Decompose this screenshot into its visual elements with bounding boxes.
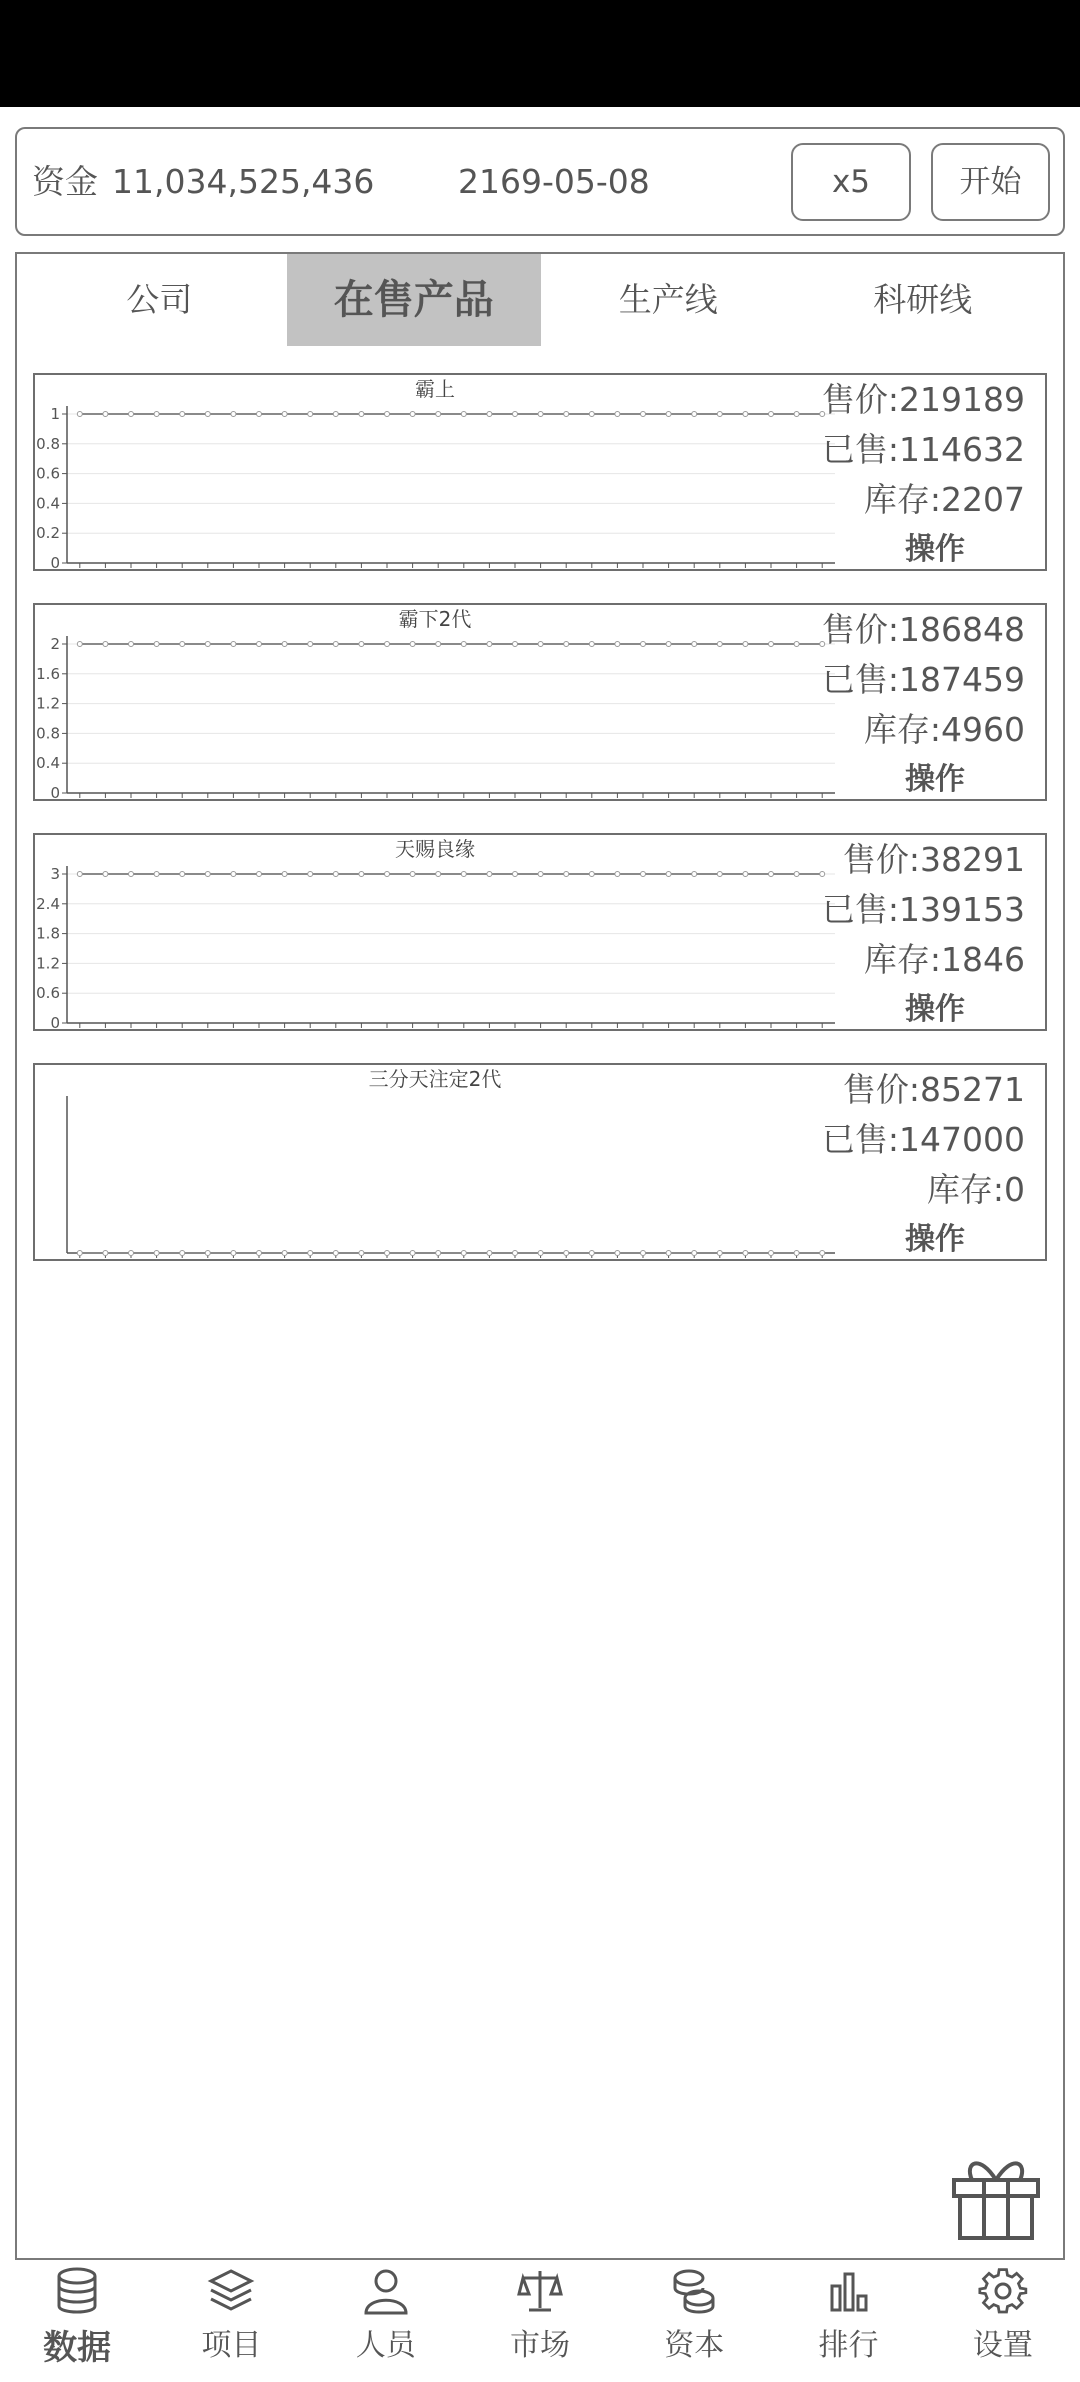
product-action-button[interactable]: 操作 — [905, 992, 965, 1027]
chart-point — [641, 412, 646, 417]
chart-point — [205, 412, 210, 417]
nav-label: 排行 — [818, 2328, 879, 2363]
chart-point — [129, 1251, 134, 1256]
chart-y-tick-label: 0 — [50, 554, 60, 569]
product-sold: 已售:187459 — [821, 660, 1025, 699]
nav-item-capital[interactable] — [617, 2262, 771, 2382]
nav-label: 设置 — [972, 2328, 1033, 2363]
chart-point — [692, 872, 697, 877]
funds-display — [32, 129, 374, 234]
product-chart — [35, 1065, 855, 1259]
chart-y-tick-label: 0.4 — [36, 754, 60, 773]
tab-research-lines[interactable]: 科研线 — [873, 280, 973, 319]
chart-point — [666, 642, 671, 647]
nav-item-staff[interactable] — [309, 2262, 463, 2382]
nav-label: 市场 — [509, 2328, 570, 2363]
chart-title: 三分天注定2代 — [368, 1067, 502, 1091]
chart-y-tick-label: 1.2 — [36, 954, 60, 973]
product-chart — [35, 835, 855, 1029]
chart-point — [231, 412, 236, 417]
chart-point — [180, 1251, 185, 1256]
chart-point — [461, 412, 466, 417]
chart-point — [77, 412, 82, 417]
chart-y-tick-label: 0 — [50, 1014, 60, 1029]
chart-point — [333, 642, 338, 647]
chart-point — [282, 1251, 287, 1256]
product-info — [805, 375, 1025, 575]
chart-point — [769, 642, 774, 647]
chart-point — [743, 1251, 748, 1256]
chart-point — [359, 412, 364, 417]
chart-point — [180, 872, 185, 877]
chart-y-tick-label: 3 — [50, 865, 60, 883]
chart-y-tick-label: 1.8 — [36, 924, 60, 943]
chart-point — [589, 872, 594, 877]
chart-point — [743, 872, 748, 877]
chart-point — [589, 412, 594, 417]
chart-point — [717, 872, 722, 877]
chart-point — [308, 872, 313, 877]
product-stock: 库存:1846 — [863, 940, 1025, 979]
chart-point — [359, 1251, 364, 1256]
chart-point — [513, 642, 518, 647]
chart-y-tick-label: 0.6 — [36, 464, 60, 483]
chart-point — [257, 412, 262, 417]
start-button[interactable]: 开始 — [931, 143, 1050, 221]
chart-point — [513, 412, 518, 417]
funds-value: 11,034,525,436 — [112, 162, 375, 201]
chart-point — [589, 1251, 594, 1256]
bottom-nav — [0, 2262, 1080, 2382]
chart-point — [359, 642, 364, 647]
product-stock: 库存:4960 — [863, 710, 1025, 749]
nav-label: 数据 — [43, 2328, 112, 2368]
nav-item-ranking[interactable] — [771, 2262, 925, 2382]
nav-item-projects[interactable] — [154, 2262, 308, 2382]
product-sold: 已售:139153 — [821, 890, 1025, 929]
coins-icon — [669, 2266, 719, 2316]
top-bar — [15, 127, 1065, 236]
chart-point — [436, 872, 441, 877]
product-sold: 已售:114632 — [821, 430, 1025, 469]
chart-point — [564, 642, 569, 647]
chart-point — [717, 1251, 722, 1256]
product-card — [33, 833, 1047, 1031]
tab-company[interactable]: 公司 — [126, 280, 193, 319]
chart-point — [103, 412, 108, 417]
nav-label: 资本 — [664, 2328, 725, 2363]
chart-point — [129, 412, 134, 417]
tab-bar — [32, 254, 1050, 346]
product-card — [33, 603, 1047, 801]
chart-point — [641, 642, 646, 647]
chart-y-tick-label: 0.8 — [36, 434, 60, 453]
chart-point — [410, 1251, 415, 1256]
chart-point — [487, 1251, 492, 1256]
main-panel — [15, 252, 1065, 2260]
chart-point — [794, 872, 799, 877]
product-action-button[interactable]: 操作 — [905, 762, 965, 797]
chart-point — [743, 642, 748, 647]
chart-point — [154, 412, 159, 417]
product-stock: 库存:0 — [926, 1170, 1025, 1209]
chart-point — [666, 1251, 671, 1256]
chart-title: 霸上 — [415, 377, 455, 401]
product-price: 售价:85271 — [842, 1070, 1025, 1109]
tab-products-on-sale[interactable]: 在售产品 — [287, 254, 542, 346]
chart-point — [589, 642, 594, 647]
game-date: 2169-05-08 — [458, 162, 650, 201]
chart-point — [282, 642, 287, 647]
chart-point — [487, 642, 492, 647]
product-price: 售价:219189 — [821, 380, 1025, 419]
chart-point — [692, 642, 697, 647]
product-chart — [35, 375, 855, 569]
chart-point — [436, 412, 441, 417]
chart-point — [180, 642, 185, 647]
chart-y-tick-label: 1.2 — [36, 694, 60, 713]
chart-y-tick-label: 1 — [50, 405, 60, 423]
chart-point — [615, 642, 620, 647]
chart-point — [794, 1251, 799, 1256]
chart-point — [410, 642, 415, 647]
product-action-button[interactable]: 操作 — [905, 1222, 965, 1257]
nav-label: 项目 — [201, 2328, 262, 2363]
chart-point — [410, 872, 415, 877]
status-bar — [0, 0, 1080, 107]
chart-point — [538, 412, 543, 417]
chart-point — [564, 1251, 569, 1256]
product-stock: 库存:2207 — [863, 480, 1025, 519]
chart-point — [359, 872, 364, 877]
chart-point — [231, 642, 236, 647]
chart-point — [257, 872, 262, 877]
chart-point — [436, 642, 441, 647]
chart-point — [743, 412, 748, 417]
chart-y-tick-label: 2 — [50, 635, 60, 653]
chart-point — [513, 872, 518, 877]
product-info — [805, 835, 1025, 1035]
chart-point — [487, 872, 492, 877]
chart-y-tick-label: 0.2 — [36, 524, 60, 543]
chart-point — [538, 642, 543, 647]
chart-point — [717, 412, 722, 417]
chart-point — [77, 1251, 82, 1256]
chart-point — [615, 872, 620, 877]
chart-point — [513, 1251, 518, 1256]
chart-point — [231, 872, 236, 877]
chart-point — [615, 412, 620, 417]
chart-point — [641, 1251, 646, 1256]
chart-point — [77, 642, 82, 647]
chart-point — [538, 1251, 543, 1256]
chart-point — [666, 412, 671, 417]
chart-point — [794, 412, 799, 417]
chart-point — [564, 872, 569, 877]
product-sold: 已售:147000 — [821, 1120, 1025, 1159]
chart-point — [385, 412, 390, 417]
chart-point — [231, 1251, 236, 1256]
chart-title: 霸下2代 — [398, 607, 472, 631]
chart-point — [308, 642, 313, 647]
chart-point — [461, 642, 466, 647]
chart-point — [333, 412, 338, 417]
chart-point — [461, 872, 466, 877]
chart-point — [692, 1251, 697, 1256]
funds-label: 资金 — [32, 162, 98, 201]
product-info — [805, 1065, 1025, 1265]
chart-point — [103, 642, 108, 647]
chart-point — [103, 872, 108, 877]
chart-point — [564, 412, 569, 417]
chart-point — [538, 872, 543, 877]
chart-point — [180, 412, 185, 417]
bar-chart-icon — [824, 2266, 874, 2316]
chart-point — [385, 872, 390, 877]
chart-point — [385, 1251, 390, 1256]
chart-point — [385, 642, 390, 647]
nav-item-settings[interactable] — [926, 2262, 1080, 2382]
product-card — [33, 1063, 1047, 1261]
scale-icon — [515, 2266, 565, 2316]
chart-title: 天赐良缘 — [395, 837, 475, 861]
chart-point — [154, 642, 159, 647]
chart-point — [487, 412, 492, 417]
chart-point — [436, 1251, 441, 1256]
product-card — [33, 373, 1047, 571]
chart-y-tick-label: 0.8 — [36, 724, 60, 743]
chart-point — [692, 412, 697, 417]
chart-point — [615, 1251, 620, 1256]
chart-point — [308, 412, 313, 417]
chart-point — [282, 412, 287, 417]
product-info — [805, 605, 1025, 805]
speed-button[interactable]: x5 — [791, 143, 911, 221]
tab-production-lines[interactable]: 生产线 — [618, 280, 718, 319]
chart-point — [769, 1251, 774, 1256]
chart-y-tick-label: 1.6 — [36, 664, 60, 683]
database-icon — [52, 2266, 102, 2316]
product-price: 售价:186848 — [821, 610, 1025, 649]
chart-point — [129, 872, 134, 877]
chart-point — [308, 1251, 313, 1256]
chart-point — [205, 872, 210, 877]
product-action-button[interactable]: 操作 — [905, 532, 965, 567]
chart-point — [461, 1251, 466, 1256]
chart-point — [205, 642, 210, 647]
chart-y-tick-label: 0 — [50, 784, 60, 799]
person-icon — [361, 2266, 411, 2316]
product-price: 售价:38291 — [842, 840, 1025, 879]
gift-icon[interactable] — [950, 2150, 1042, 2246]
nav-item-data[interactable] — [0, 2262, 154, 2382]
chart-point — [769, 412, 774, 417]
product-chart — [35, 605, 855, 799]
chart-point — [257, 642, 262, 647]
chart-point — [717, 642, 722, 647]
chart-point — [205, 1251, 210, 1256]
chart-y-tick-label: 2.4 — [36, 894, 60, 913]
chart-point — [154, 1251, 159, 1256]
chart-y-tick-label: 0.6 — [36, 984, 60, 1003]
nav-label: 人员 — [355, 2328, 416, 2363]
chart-point — [77, 872, 82, 877]
chart-point — [641, 872, 646, 877]
chart-point — [129, 642, 134, 647]
chart-point — [794, 642, 799, 647]
chart-point — [282, 872, 287, 877]
nav-item-market[interactable] — [463, 2262, 617, 2382]
chart-point — [666, 872, 671, 877]
chart-y-tick-label: 0.4 — [36, 494, 60, 513]
chart-point — [410, 412, 415, 417]
chart-point — [257, 1251, 262, 1256]
chart-point — [333, 872, 338, 877]
chart-point — [769, 872, 774, 877]
chart-point — [103, 1251, 108, 1256]
gear-icon — [978, 2266, 1028, 2316]
chart-point — [333, 1251, 338, 1256]
layers-icon — [206, 2266, 256, 2316]
chart-point — [154, 872, 159, 877]
